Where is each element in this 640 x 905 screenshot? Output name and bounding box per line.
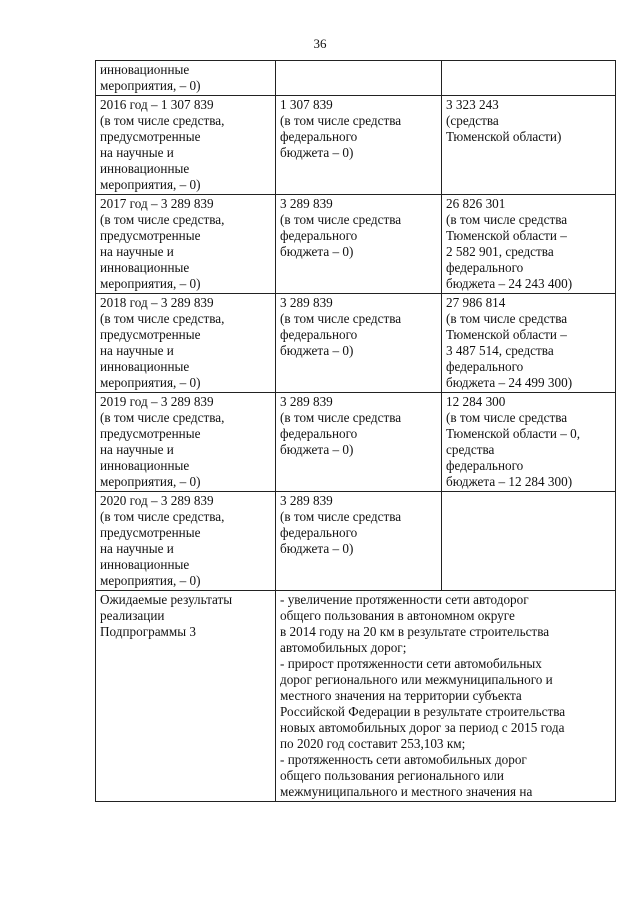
table-row: [96, 294, 616, 393]
period-cell: [96, 294, 276, 393]
results-text-cell-line: - протяженность сети автомобильных дорог: [280, 752, 527, 767]
federal-budget-cell-line: 3 289 839: [280, 394, 333, 409]
results-text-cell-line: общего пользования регионального или: [280, 768, 504, 783]
period-cell-line: предусмотренные: [100, 228, 201, 243]
regional-budget-cell: [442, 195, 616, 294]
funding-table: [95, 60, 616, 802]
results-text-cell-line: в 2014 году на 20 км в результате строительства: [280, 624, 550, 639]
federal-budget-cell-line: 3 289 839: [280, 196, 333, 211]
period-cell-line: предусмотренные: [100, 129, 201, 144]
period-cell-line: инновационные: [100, 62, 190, 77]
period-cell: [96, 195, 276, 294]
period-cell-line: на научные и: [100, 442, 174, 457]
table-row: [96, 393, 616, 492]
period-cell-line: инновационные: [100, 557, 190, 572]
regional-budget-cell-line: федерального: [446, 260, 524, 275]
regional-budget-cell: [442, 294, 616, 393]
regional-budget-cell-line: 3 487 514, средства: [446, 343, 554, 358]
federal-budget-cell-line: (в том числе средства: [280, 311, 402, 326]
regional-budget-cell: [442, 492, 616, 591]
federal-budget-cell: [276, 393, 442, 492]
federal-budget-cell: [276, 61, 442, 96]
regional-budget-cell: [442, 61, 616, 96]
period-cell-line: (в том числе средства,: [100, 311, 225, 326]
period-cell: [96, 61, 276, 96]
period-cell-line: на научные и: [100, 541, 174, 556]
results-text-cell-line: Российской Федерации в результате строительства: [280, 704, 566, 719]
regional-budget-cell-line: средства: [446, 442, 495, 457]
period-cell-line: 2018 год – 3 289 839: [100, 295, 214, 310]
federal-budget-cell-line: 1 307 839: [280, 97, 333, 112]
period-cell-line: инновационные: [100, 260, 190, 275]
regional-budget-cell-line: 27 986 814: [446, 295, 506, 310]
regional-budget-cell-line: (в том числе средства: [446, 212, 568, 227]
results-row: [96, 591, 616, 802]
federal-budget-cell-line: (в том числе средства: [280, 212, 402, 227]
period-cell-line: мероприятия, – 0): [100, 474, 201, 489]
results-text-cell-line: - увеличение протяженности сети автодорог: [280, 592, 529, 607]
table-row: [96, 61, 616, 96]
results-label-cell-line: Ожидаемые результаты: [100, 592, 233, 607]
period-cell-line: на научные и: [100, 343, 174, 358]
regional-budget-cell-line: бюджета – 24 243 400): [446, 276, 573, 291]
federal-budget-cell-line: (в том числе средства: [280, 509, 402, 524]
table-row: [96, 492, 616, 591]
federal-budget-cell-line: бюджета – 0): [280, 244, 354, 259]
results-text-cell-line: по 2020 год составит 253,103 км;: [280, 736, 466, 751]
federal-budget-cell: [276, 195, 442, 294]
results-label-cell: [96, 591, 276, 802]
period-cell-line: мероприятия, – 0): [100, 573, 201, 588]
federal-budget-cell-line: бюджета – 0): [280, 343, 354, 358]
period-cell-line: 2019 год – 3 289 839: [100, 394, 214, 409]
period-cell-line: предусмотренные: [100, 525, 201, 540]
federal-budget-cell-line: бюджета – 0): [280, 541, 354, 556]
federal-budget-cell: [276, 492, 442, 591]
federal-budget-cell-line: федерального: [280, 129, 358, 144]
regional-budget-cell: [442, 393, 616, 492]
period-cell-line: предусмотренные: [100, 426, 201, 441]
regional-budget-cell-line: (средства: [446, 113, 499, 128]
period-cell-line: (в том числе средства,: [100, 509, 225, 524]
regional-budget-cell-line: (в том числе средства: [446, 311, 568, 326]
federal-budget-cell: [276, 96, 442, 195]
table-row: [96, 96, 616, 195]
federal-budget-cell-line: бюджета – 0): [280, 442, 354, 457]
period-cell-line: 2017 год – 3 289 839: [100, 196, 214, 211]
period-cell-line: мероприятия, – 0): [100, 177, 201, 192]
period-cell-line: инновационные: [100, 359, 190, 374]
period-cell-line: на научные и: [100, 145, 174, 160]
federal-budget-cell-line: федерального: [280, 525, 358, 540]
regional-budget-cell-line: 3 323 243: [446, 97, 499, 112]
period-cell-line: мероприятия, – 0): [100, 276, 201, 291]
regional-budget-cell-line: федерального: [446, 458, 524, 473]
regional-budget-cell-line: 12 284 300: [446, 394, 506, 409]
period-cell-line: (в том числе средства,: [100, 212, 225, 227]
period-cell-line: 2020 год – 3 289 839: [100, 493, 214, 508]
federal-budget-cell-line: 3 289 839: [280, 295, 333, 310]
regional-budget-cell-line: Тюменской области – 0,: [446, 426, 581, 441]
period-cell-line: на научные и: [100, 244, 174, 259]
results-text-cell-line: местного значения на территории субъекта: [280, 688, 522, 703]
federal-budget-cell: [276, 294, 442, 393]
federal-budget-cell-line: (в том числе средства: [280, 113, 402, 128]
regional-budget-cell-line: бюджета – 12 284 300): [446, 474, 573, 489]
period-cell-line: мероприятия, – 0): [100, 375, 201, 390]
period-cell-line: (в том числе средства,: [100, 113, 225, 128]
results-label-cell-line: реализации: [100, 608, 165, 623]
period-cell: [96, 96, 276, 195]
results-label-cell-line: Подпрограммы 3: [100, 624, 196, 639]
period-cell-line: (в том числе средства,: [100, 410, 225, 425]
page-number: 36: [313, 36, 327, 51]
regional-budget-cell-line: 26 826 301: [446, 196, 506, 211]
results-text-cell-line: - прирост протяженности сети автомобильных: [280, 656, 542, 671]
results-text-cell-line: новых автомобильных дорог за период с 2015 года: [280, 720, 565, 735]
regional-budget-cell-line: Тюменской области): [446, 129, 562, 144]
period-cell-line: предусмотренные: [100, 327, 201, 342]
federal-budget-cell-line: 3 289 839: [280, 493, 333, 508]
period-cell: [96, 393, 276, 492]
federal-budget-cell-line: (в том числе средства: [280, 410, 402, 425]
regional-budget-cell-line: бюджета – 24 499 300): [446, 375, 573, 390]
federal-budget-cell-line: федерального: [280, 327, 358, 342]
results-text-cell-line: общего пользования в автономном округе: [280, 608, 515, 623]
results-text-cell-line: дорог регионального или межмуниципального и: [280, 672, 553, 687]
results-text-cell: [276, 591, 616, 802]
table-row: [96, 195, 616, 294]
period-cell-line: инновационные: [100, 161, 190, 176]
regional-budget-cell: [442, 96, 616, 195]
results-text-cell-line: автомобильных дорог;: [280, 640, 407, 655]
federal-budget-cell-line: федерального: [280, 426, 358, 441]
regional-budget-cell-line: 2 582 901, средства: [446, 244, 554, 259]
regional-budget-cell-line: Тюменской области –: [446, 228, 567, 243]
regional-budget-cell-line: федерального: [446, 359, 524, 374]
period-cell-line: инновационные: [100, 458, 190, 473]
period-cell-line: 2016 год – 1 307 839: [100, 97, 214, 112]
federal-budget-cell-line: федерального: [280, 228, 358, 243]
federal-budget-cell-line: бюджета – 0): [280, 145, 354, 160]
period-cell: [96, 492, 276, 591]
results-text-cell-line: межмуниципального и местного значения на: [280, 784, 533, 799]
regional-budget-cell-line: Тюменской области –: [446, 327, 567, 342]
regional-budget-cell-line: (в том числе средства: [446, 410, 568, 425]
funding-table-body: [96, 61, 616, 802]
period-cell-line: мероприятия, – 0): [100, 78, 201, 93]
